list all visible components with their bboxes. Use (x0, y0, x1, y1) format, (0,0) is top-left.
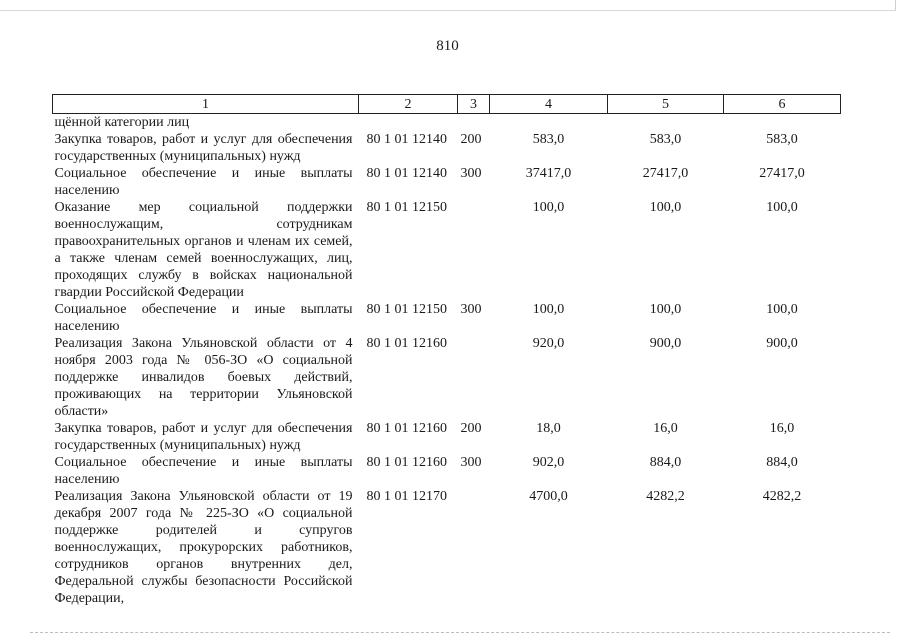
row-code: 80 1 01 12150 (366, 302, 447, 317)
row-value-1: 4700,0 (529, 489, 568, 504)
row-type: 300 (460, 302, 482, 317)
table-row (53, 199, 841, 301)
row-value-1 (490, 114, 608, 132)
column-header-2: 2 (359, 95, 458, 114)
row-description: Оказание мер социальной поддержки военнослужащим, сотрудникам правоохранительных органов и членам их семей, а также членам семей военнослужащих, лиц, проходящих службу в войсках национальной гвардии Российской Федерации (54, 200, 353, 300)
row-value-3: 900,0 (766, 336, 798, 351)
budget-table (52, 94, 841, 607)
column-header-6: 6 (724, 95, 841, 114)
row-value-2: 100,0 (649, 302, 682, 317)
row-type: 300 (460, 455, 482, 470)
row-type (458, 488, 490, 607)
row-code: 80 1 01 12140 (366, 132, 447, 147)
row-code: 80 1 01 12160 (366, 336, 447, 351)
row-value-2 (608, 114, 724, 132)
column-header-3: 3 (458, 95, 490, 114)
row-value-1: 920,0 (532, 336, 565, 351)
row-code: 80 1 01 12160 (366, 421, 447, 436)
row-value-2: 884,0 (649, 455, 682, 470)
row-type: 200 (460, 132, 482, 147)
row-description: Закупка товаров, работ и услуг для обеспечения государственных (муниципальных) нужд (54, 421, 353, 453)
row-description: Социальное обеспечение и иные выплаты населению (54, 302, 353, 334)
row-code (359, 114, 458, 132)
table-row (53, 131, 841, 165)
row-description: Социальное обеспечение и иные выплаты населению (54, 166, 353, 198)
row-value-3 (724, 114, 841, 132)
row-value-2: 16,0 (653, 421, 678, 436)
row-value-2: 900,0 (649, 336, 682, 351)
row-value-2: 27417,0 (642, 166, 689, 181)
page-frame-edge (0, 0, 896, 11)
row-description: Реализация Закона Ульяновской области от 19 декабря 2007 года № 225-ЗО «О социальной поддержке родителей и супругов военнослужащих, прокурорских работников, сотрудников органов внутренних дел, Федеральной службы безопасности Российской Федерации, (54, 489, 353, 606)
row-code: 80 1 01 12170 (366, 489, 447, 504)
row-description: щённой категории лиц (54, 115, 190, 130)
row-type (458, 114, 490, 132)
column-header-4: 4 (490, 95, 608, 114)
row-code: 80 1 01 12150 (366, 200, 447, 215)
row-value-3: 4282,2 (762, 489, 802, 504)
row-value-2: 583,0 (649, 132, 682, 147)
row-value-1: 583,0 (532, 132, 565, 147)
row-description: Реализация Закона Ульяновской области от 4 ноября 2003 года № 056-ЗО «О социальной поддержке инвалидов боевых действий, проживающих на территории Ульяновской области» (54, 336, 353, 419)
row-value-2: 4282,2 (646, 489, 685, 504)
table-row (53, 454, 841, 488)
row-value-3: 884,0 (766, 455, 798, 470)
row-value-1: 902,0 (532, 455, 565, 470)
row-value-2: 100,0 (649, 200, 682, 215)
row-value-1: 18,0 (536, 421, 561, 436)
table-row (53, 301, 841, 335)
row-type: 200 (460, 421, 482, 436)
row-code: 80 1 01 12160 (366, 455, 447, 470)
table-row (53, 420, 841, 454)
row-value-3: 100,0 (766, 200, 798, 215)
table-row (53, 488, 841, 607)
row-description: Социальное обеспечение и иные выплаты населению (54, 455, 353, 487)
row-value-3: 100,0 (766, 302, 798, 317)
row-value-1: 100,0 (532, 200, 565, 215)
row-description: Закупка товаров, работ и услуг для обеспечения государственных (муниципальных) нужд (54, 132, 353, 164)
row-type (458, 199, 490, 301)
row-code: 80 1 01 12140 (366, 166, 447, 181)
table-row (53, 114, 841, 132)
row-type (458, 335, 490, 420)
row-value-1: 100,0 (532, 302, 565, 317)
table-header-row (53, 95, 841, 114)
row-value-3: 583,0 (766, 132, 798, 147)
table-row (53, 335, 841, 420)
row-type: 300 (460, 166, 482, 181)
page-number: 810 (436, 38, 459, 54)
column-header-1: 1 (53, 95, 359, 114)
table-row (53, 165, 841, 199)
row-value-3: 16,0 (769, 421, 795, 436)
scan-bottom-edge (30, 632, 890, 633)
column-header-5: 5 (608, 95, 724, 114)
row-value-3: 27417,0 (759, 166, 805, 181)
row-value-1: 37417,0 (525, 166, 572, 181)
